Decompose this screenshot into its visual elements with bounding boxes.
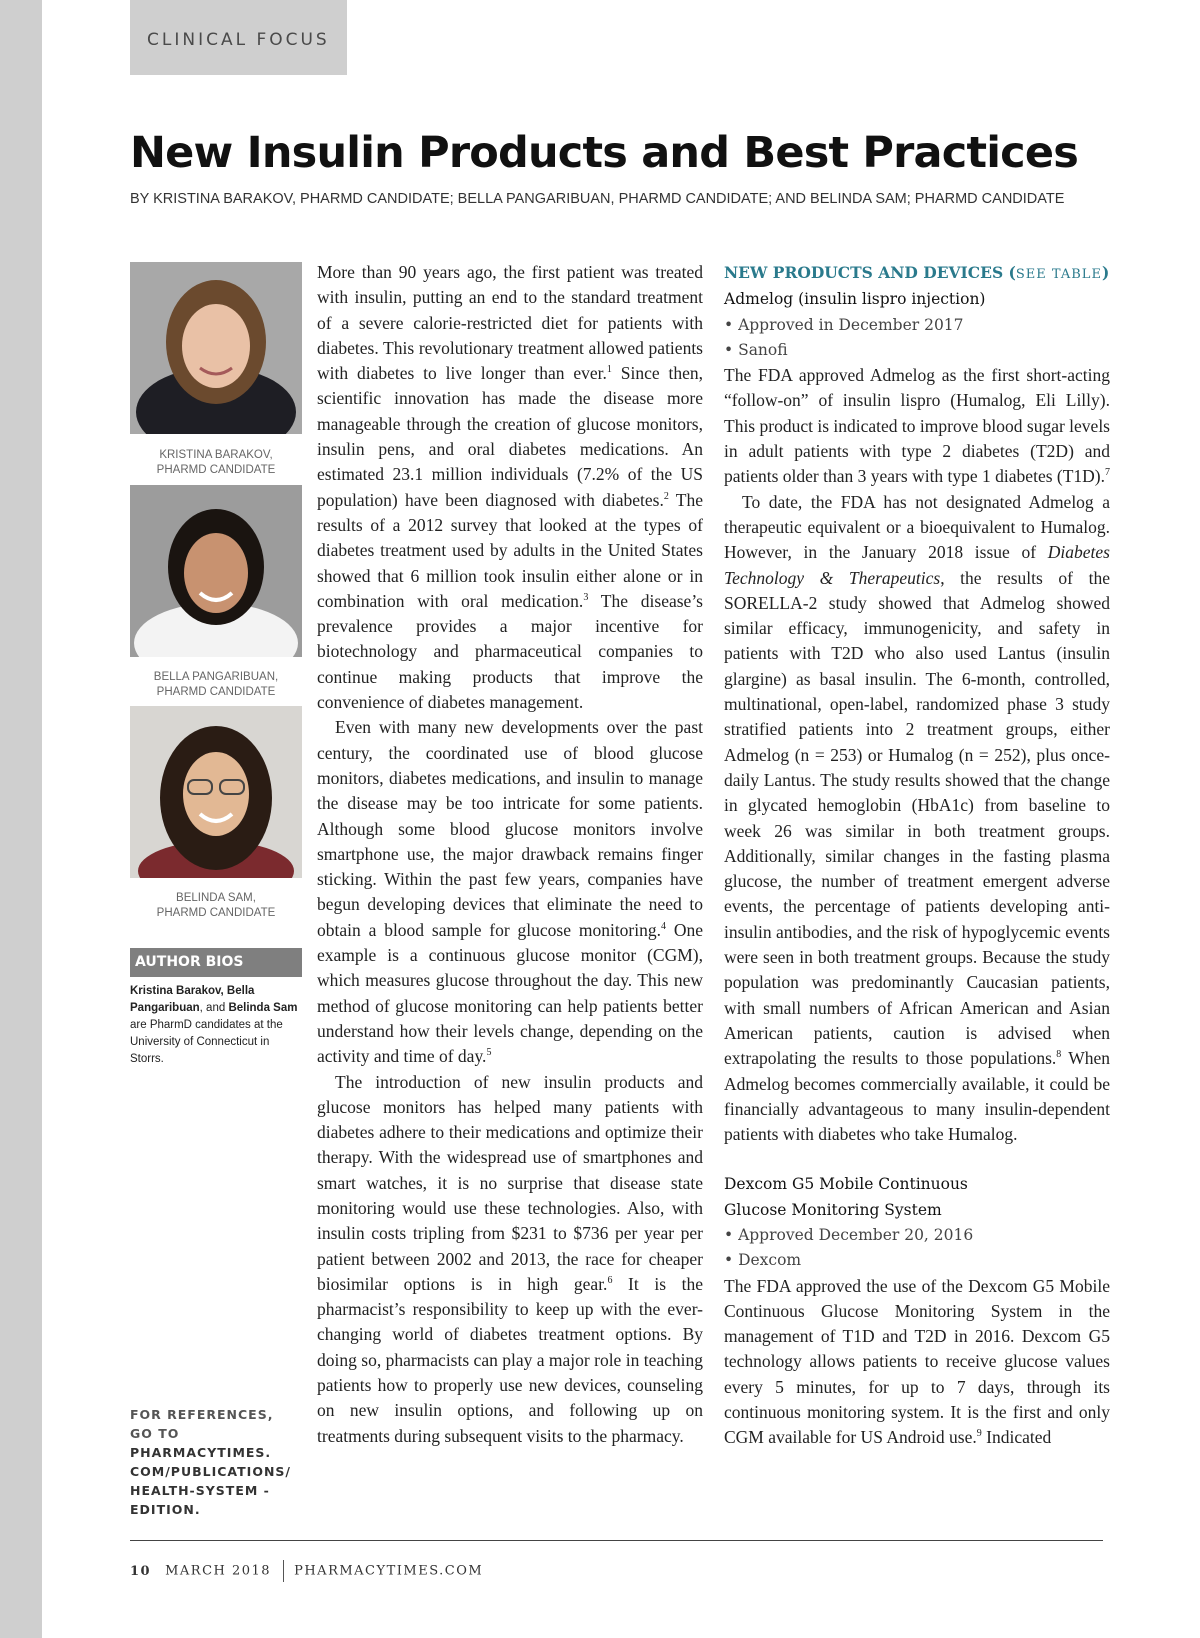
paragraph-monitoring: Even with many new developments over the past century, the coordinated use of blood glucose monitors, diabetes medications, and insulin to manage the disease may be too intricate for some patients. Although some blood glucose monitors involve smartphone use, the major drawback remains finger sticking. Within the past few years, companies have begun developing devices that eliminate the need to obtain a blood sample for glucose monitoring.$^4$ One example is a continuous glucose monitor (CGM), which measures glucose throughout the day. This new method of glucose monitoring can help patients better understand how their levels change, depending on the activity and time of day.$^5$ — [317, 717, 704, 1067]
author-caption-barakov: KRISTINA BARAKOV, PHARMD CANDIDATE — [156, 449, 276, 476]
author-caption-pangaribuan: BELLA PANGARIBUAN, PHARMD CANDIDATE — [153, 671, 279, 698]
author-bios-text: Kristina Barakov, Bella Pangaribuan, and Belinda Sam are PharmD candidates at the University of Connecticut in Storrs. — [130, 985, 298, 1065]
paragraph-admelog-study: To date, the FDA has not designated Admelog a therapeutic equivalent or a bioequivalent to Humalog. However, in the January 2018 issue of Diabetes Technology & Therapeutics, the results of the SORELLA-2 study showed that Admelog showed similar efficacy, immunogenicity, and safety in patients with T2D who also used Lantus (insulin glargine) as basal insulin. The 6-month, controlled, multinational, open-label, randomized phase 3 study stratified patients into 2 treatment groups, either Admelog (n = 253) or Humalog (n = 252), plus once-daily Lantus. The study results showed that the change in glycated hemoglobin (HbA1c) from baseline to week 26 was similar in both treatment groups. Additionally, similar changes in the fasting plasma glucose, the number of treatment emergent adverse events, the percentage of patients developing anti-insulin antibodies, and the risk of hypoglycemic events were seen in both treatment groups. Because the study population was predominantly Caucasian patients, with small numbers of African American and Asian American patients, caution is advised when extrapolating the results to those populations.$^8$ When Admelog becomes commercially available, it could be financially advantageous to many insulin-dependent patients with diabetes who take Humalog. — [724, 491, 1110, 1145]
page-footer — [130, 1560, 483, 1582]
intro-paragraph: More than 90 years ago, the first patient was treated with insulin, putting an end to the standard treatment of a severe calorie-restricted diet for patients with diabetes. This revolutionary treatment allowed patients with diabetes to live longer than ever.$^1$ Since then, scientific innovation has made the disease more manageable through the creation of glucose monitors, insulin pens, and oral diabetes medications. An estimated 23.1 million individuals (7.2% of the US population) have been diagnosed with diabetes.$^2$ The results of a 2012 survey that looked at the types of diabetes treatment used by adults in the United States showed that 6 million took insulin either alone or in combination with oral medication.$^3$ The disease’s prevalence provides a major incentive for biotechnology and pharmaceutical companies to continue making products that improve the convenience of diabetes management. — [317, 262, 703, 713]
product-maker-admelog: • Sanofi — [724, 340, 788, 359]
references-link[interactable]: PHARMACYTIMES. COM/PUBLICATIONS/ HEALTH-SYSTEM -EDITION. — [130, 1445, 291, 1517]
product-name-dexcom: Dexcom G5 Mobile Continuous Glucose Monitoring System — [724, 1175, 968, 1219]
section-heading-new-products: NEW PRODUCTS AND DEVICES (SEE TABLE) — [724, 263, 1110, 282]
author-photo-pangaribuan — [130, 485, 302, 657]
product-approval-dexcom: • Approved December 20, 2016 — [724, 1225, 974, 1244]
paragraph-admelog-approval: The FDA approved Admelog as the first short-acting “follow-on” of insulin lispro (Humalog, Eli Lilly). This product is indicated to improve blood sugar levels in adult patients with type 2 diabetes (T2D) and patients older than 3 years with type 1 diabetes (T1D).$^7$ — [724, 365, 1111, 487]
page-number: 10 — [130, 1563, 152, 1579]
author-photo-barakov — [130, 262, 302, 434]
issue-date: MARCH 2018 — [165, 1563, 272, 1579]
product-maker-dexcom: • Dexcom — [724, 1251, 802, 1270]
site-link[interactable]: PHARMACYTIMES.COM — [294, 1563, 484, 1579]
article-column-right — [724, 260, 1110, 1451]
left-margin-bar — [0, 0, 42, 1638]
footer-rule — [130, 1540, 1103, 1541]
product-name-admelog: Admelog (insulin lispro injection) — [724, 290, 986, 309]
paragraph-pharmacist-role: The introduction of new insulin products and glucose monitors has helped many patients with diabetes adhere to their medications and optimize their therapy. With the widespread use of smartphones and smart watches, it is no surprise that disease state monitoring would use these technologies. Also, with insulin costs tripling from $231 to $736 per year per patient between 2002 and 2013, the race for cheaper biosimilar options is in high gear.$^6$ It is the pharmacist’s responsibility to keep up with the ever-changing world of diabetes treatment options. By doing so, pharmacists can play a major role in teaching patients how to properly use new devices, counseling on new insulin options, and following up on treatments during subsequent visits to the pharmacy. — [317, 1071, 703, 1446]
page-title: New Insulin Products and Best Practices — [130, 128, 1078, 178]
article-column-middle — [317, 260, 703, 1449]
author-bios-heading: AUTHOR BIOS — [130, 948, 302, 977]
author-caption-sam: BELINDA SAM, PHARMD CANDIDATE — [156, 892, 276, 919]
references-note: FOR REFERENCES, GO TO PHARMACYTIMES. COM/PUBLICATIONS/ HEALTH-SYSTEM -EDITION. — [130, 1407, 291, 1517]
byline: BY KRISTINA BARAKOV, PHARMD CANDIDATE; BELLA PANGARIBUAN, PHARMD CANDIDATE; AND BELINDA SAM; PHARMD CANDIDATE — [130, 191, 1065, 207]
paragraph-dexcom: The FDA approved the use of the Dexcom G5 Mobile Continuous Glucose Monitoring System in the management of T1D and T2D in 2016. Dexcom G5 technology allows patients to receive glucose values every 5 minutes, for up to 7 days, through its continuous monitoring system. It is the first and only CGM available for US Android use.$^9$ Indicated — [724, 1275, 1110, 1448]
section-label: CLINICAL FOCUS — [130, 0, 347, 75]
author-photo-sam — [130, 706, 302, 878]
product-approval-admelog: • Approved in December 2017 — [724, 315, 964, 334]
